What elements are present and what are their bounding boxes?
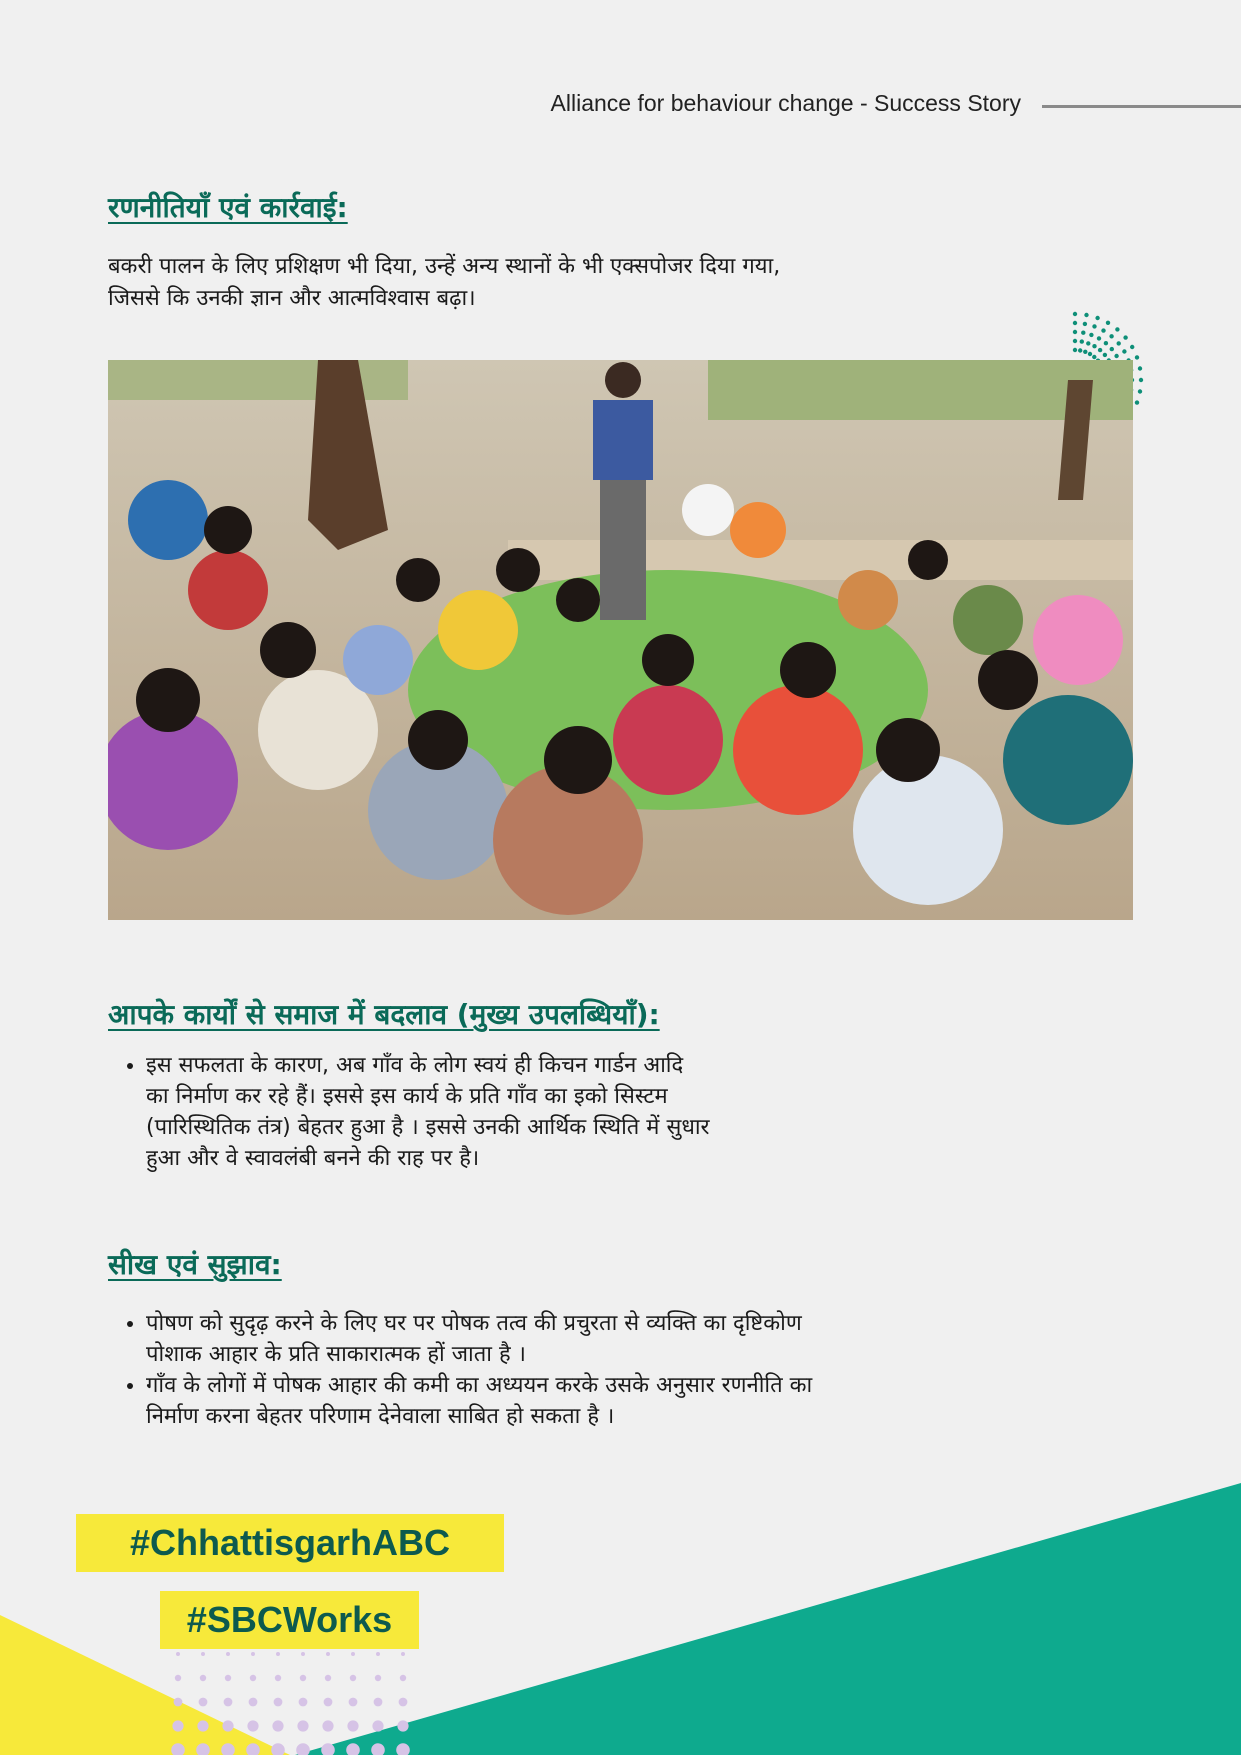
hashtag-chhattisgarh-abc: #ChhattisgarhABC	[76, 1514, 504, 1572]
header-title: Alliance for behaviour change - Success Story	[550, 90, 1021, 116]
hashtag-sbc-works: #SBCWorks	[160, 1591, 419, 1649]
achievement-line-2: का निर्माण कर रहे हैं। इससे इस कार्य के प्रति गाँव का इको सिस्टम	[146, 1084, 668, 1109]
strategies-heading: रणनीतियाँ एवं कार्रवाई:	[108, 191, 348, 224]
learning-1-line-1: पोषण को सुदृढ़ करने के लिए घर पर पोषक तत्व की प्रचुरता से व्यक्ति का दृष्टिकोण	[146, 1311, 802, 1336]
learning-1-line-2: पोशाक आहार के प्रति साकारात्मक हों जाता है ।	[146, 1342, 526, 1367]
strategies-line-1: बकरी पालन के लिए प्रशिक्षण भी दिया, उन्हें अन्य स्थानों के भी एक्सपोजर दिया गया,	[108, 254, 781, 279]
learning-2-line-2: निर्माण करना बेहतर परिणाम देनेवाला साबित हो सकता है ।	[146, 1404, 615, 1429]
learnings-heading: सीख एवं सुझाव:	[108, 1248, 282, 1281]
achievement-line-1: इस सफलता के कारण, अब गाँव के लोग स्वयं ही किचन गार्डन आदि	[146, 1053, 684, 1078]
achievements-heading: आपके कार्यों से समाज में बदलाव (मुख्य उपलब्धियाँ):	[108, 998, 660, 1031]
strategies-line-2: जिससे कि उनकी ज्ञान और आत्मविश्वास बढ़ा।	[108, 286, 476, 311]
achievement-line-3: (पारिस्थितिक तंत्र) बेहतर हुआ है । इससे उनकी आर्थिक स्थिति में सुधार	[146, 1115, 710, 1140]
learning-2-line-1: गाँव के लोगों में पोषक आहार की कमी का अध्ययन करके उसके अनुसार रणनीति का	[146, 1373, 813, 1398]
achievement-line-4: हुआ और वे स्वावलंबी बनने की राह पर है।	[146, 1146, 480, 1171]
